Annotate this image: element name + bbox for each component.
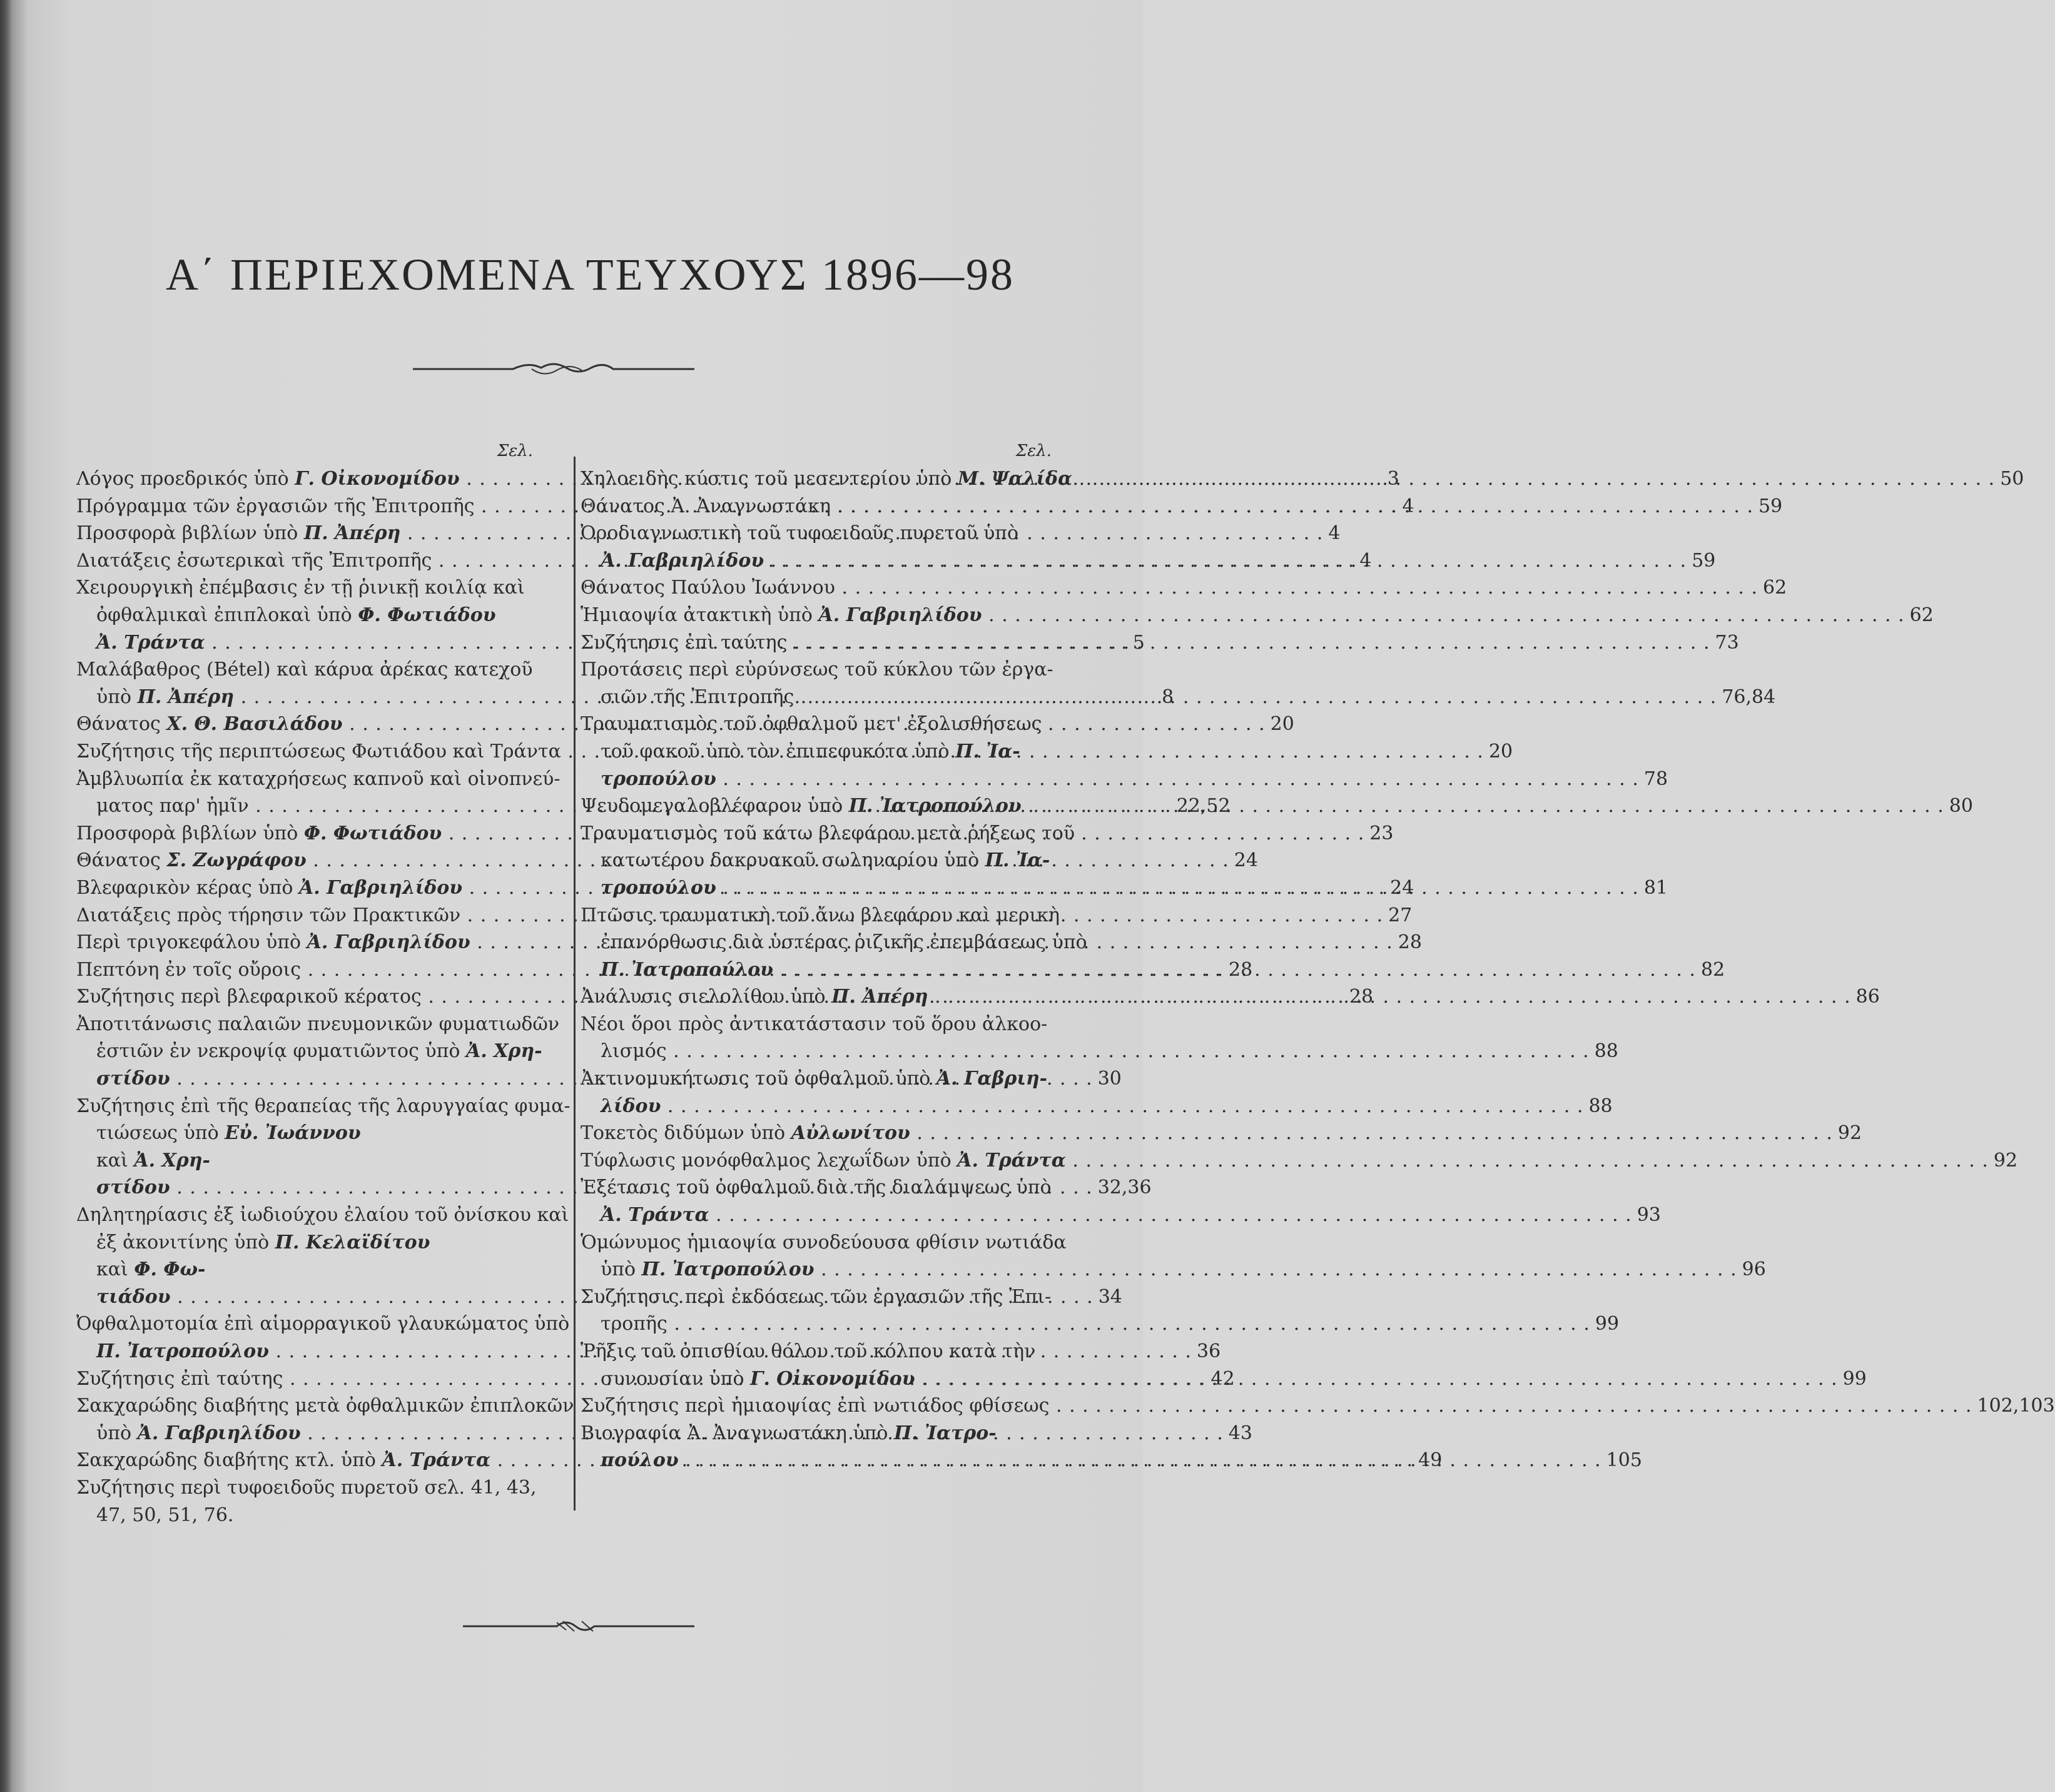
toc-entry-text: Ὀροδιαγνωστικὴ τοῦ τυφοειδοῦς πυρετοῦ ὑπὸ: [581, 522, 1019, 545]
toc-entry-page: 20: [1488, 740, 1513, 762]
toc-entry-text: τοῦ φακοῦ ὑπὸ τὸν ἐπιπεφυκότα ὑπὸ: [601, 740, 956, 762]
toc-entry: [581, 1147, 2018, 1175]
toc-entry-page: 36: [1197, 1340, 1221, 1362]
toc-entry-page: 82: [1701, 958, 1725, 981]
toc-entry-author: Ἀ. Γαβριηλίδου: [601, 549, 764, 572]
toc-entry-text: ὑπὸ: [601, 1258, 642, 1281]
toc-entry-line: [581, 1447, 1601, 1474]
toc-entry: [581, 574, 1787, 602]
toc-entry-line: [581, 629, 1710, 657]
toc-entry-text: Πεπτόνη ἐν τοῖς οὔροις: [76, 958, 302, 981]
toc-entry-line: [581, 874, 1639, 902]
toc-entry-text: Τραυματισμὸς τοῦ ὀφθαλμοῦ μετ' ἐξολισθήσεως: [581, 713, 1042, 736]
toc-entry-line: [581, 766, 1639, 793]
toc-entry-page: 5: [1132, 631, 1145, 654]
toc-entry-author: Π. Ἰατροπούλου: [641, 1258, 814, 1281]
toc-entry-line: [581, 1365, 1838, 1393]
toc-entry-page: 49: [1418, 1449, 1443, 1472]
toc-entry-line: [581, 711, 1639, 738]
toc-entry-line: [581, 902, 1696, 929]
toc-entry-line: [581, 847, 1639, 874]
toc-entry-line: [581, 983, 1851, 1011]
toc-entry-text: Λόγος προεδρικός ὑπὸ: [76, 468, 295, 490]
toc-entry-page: 62: [1763, 577, 1787, 599]
toc-entry-text: λισμός: [601, 1040, 667, 1063]
toc-entry-text: Ἐξέτασις τοῦ ὀφθαλμοῦ διὰ τῆς διαλάμψεως ὑπὸ: [581, 1177, 1052, 1199]
toc-entry-text: Νέοι ὅροι πρὸς ἀντικατάστασιν τοῦ ὅρου ἀλκοο-: [581, 1013, 1048, 1035]
toc-entry-line: [581, 1038, 1590, 1065]
toc-entry-author: Γ. Οἰκονομίδου: [295, 468, 460, 490]
toc-entry-author: Ἀ. Τράντα: [601, 1204, 709, 1227]
toc-entry-page: 99: [1595, 1313, 1620, 1335]
toc-entry-author: πούλου: [601, 1449, 679, 1472]
toc-entry-text: Ἀκτινομυκήτωσις τοῦ ὀφθαλμοῦ ὑπὸ: [581, 1068, 936, 1090]
toc-entry-author: Π. Ἀπέρη: [831, 986, 928, 1008]
toc-entry-page: 59: [1758, 495, 1783, 517]
toc-entry-author: Ἀ. Τράντα: [382, 1449, 491, 1472]
toc-entry-text: Ὀφθαλμοτομία ἐπὶ αἱμορραγικοῦ γλαυκώματος ὑπὸ: [76, 1313, 570, 1335]
toc-entry-author: Π. Ἰα-: [955, 740, 1020, 762]
toc-entry-page: 34: [1098, 1285, 1122, 1308]
toc-entry-page: 4: [1359, 549, 1372, 572]
toc-entry-page: 27: [1388, 904, 1413, 926]
toc-entry-page: 80: [1949, 795, 1973, 818]
toc-entry-line: [581, 1202, 1632, 1229]
toc-entry-line: [581, 1338, 1838, 1365]
toc-entry-text: Ἡμιαοψία ἀτακτικὴ ὑπὸ: [581, 604, 819, 626]
toc-entry-line: [76, 1474, 537, 1502]
toc-entry-page: 23: [1369, 822, 1394, 844]
toc-entry-line: [581, 1147, 1989, 1175]
toc-entry-page: 99: [1842, 1367, 1867, 1390]
toc-entry-page: 96: [1742, 1258, 1766, 1281]
toc-entry-line: [581, 1392, 1972, 1420]
toc-entry-author: Μ. Ψαλίδα: [957, 468, 1073, 490]
toc-entry-text: Τραυματισμὸς τοῦ κάτω βλεφάρου μετὰ ῥήξεως τοῦ: [581, 822, 1075, 844]
toc-entry-author: Π. Ἰατροπούλου: [848, 795, 1022, 818]
toc-entry-text: ματος παρ' ἡμῖν: [96, 795, 249, 818]
toc-entry-author: Εὐ. Ἰωάννου: [225, 1122, 361, 1145]
toc-entry-page: 8: [1162, 686, 1174, 708]
toc-entry: [581, 520, 1716, 574]
toc-entry-text: Τοκετὸς διδύμων ὑπὸ: [581, 1122, 791, 1145]
toc-entry-page: 62: [1909, 604, 1934, 626]
toc-entry-page: 88: [1594, 1040, 1618, 1063]
toc-entry-page: 92: [1837, 1122, 1862, 1145]
toc-entry-text: σιῶν τῆς Ἐπιτροπῆς: [601, 686, 794, 708]
toc-entry-author: τροπούλου: [601, 767, 716, 790]
toc-entry-page: 78: [1643, 767, 1668, 790]
toc-entry-text: Ἀποτιτάνωσις παλαιῶν πνευμονικῶν φυματιωδῶν: [76, 1013, 560, 1035]
toc-entry-page: 102,103: [1977, 1395, 2055, 1417]
toc-entry-line: [581, 1310, 1590, 1338]
toc-entry: [581, 656, 1776, 711]
toc-entry-text: συνουσίαν ὑπὸ: [601, 1367, 751, 1390]
toc-entry-text: Μαλάβαθρος (Bétel) καὶ κάρυα ἀρέκας κατεχοῦ: [76, 659, 533, 681]
toc-entry-text: Προσφορὰ βιβλίων ὑπὸ: [76, 522, 304, 545]
toc-entry-page: 42: [1210, 1367, 1235, 1390]
toc-entry-text: Πρόγραμμα τῶν ἐργασιῶν τῆς Ἐπιτροπῆς: [76, 495, 475, 517]
toc-entry-text: Ἀμβλυωπία ἐκ καταχρήσεως καπνοῦ καὶ οἰνοπνεύ-: [76, 767, 561, 790]
toc-entry-page: 88: [1588, 1095, 1613, 1117]
toc-entry-text: Θάνατος Ἀ. Ἀναγνωστάκη: [581, 495, 831, 517]
toc-entry: [76, 1474, 547, 1529]
toc-entry-author: Π. Κελαϊδίτου: [275, 1231, 430, 1253]
page-header-label: Σελ.: [497, 442, 533, 460]
toc-entry: [581, 629, 1739, 657]
toc-entry-text: Βιογραφία Ἀ. Ἀναγνωστάκη ὑπὸ: [581, 1422, 894, 1444]
toc-entry-author: Σ. Ζωγράφου: [166, 849, 307, 872]
toc-entry-line: [581, 547, 1687, 575]
toc-entry-line: [581, 1120, 1833, 1147]
toc-entry-author: Γ. Οἰκονομίδου: [750, 1367, 915, 1390]
toc-entry-author: Ἀ. Γαβριηλίδου: [307, 931, 470, 954]
toc-entry-line: [581, 1065, 1583, 1093]
toc-entry-text: Δηλητηρίασις ἐξ ἰωδιούχου ἐλαίου τοῦ ὀνίσκου καὶ: [76, 1204, 569, 1227]
toc-entry-text: Συζήτησις περὶ ἡμιαοψίας ἐπὶ νωτιάδος φθίσεως: [581, 1395, 1050, 1417]
toc-entry-text: Ῥῆξις τοῦ ὀπισθίου θόλου τοῦ κόλπου κατὰ τὴν: [581, 1340, 1036, 1362]
toc-entry-line: [581, 820, 1639, 848]
toc-entry-text: τροπῆς: [601, 1313, 667, 1335]
toc-entry-line: [581, 602, 1905, 629]
toc-entry-author: Ἀ. Γαβριηλίδου: [298, 876, 463, 899]
column-divider: [574, 457, 576, 1511]
toc-entry-line: [76, 1502, 537, 1529]
toc-entry-text: 47, 50, 51, 76.: [96, 1504, 234, 1526]
toc-entry-author: Ἀ. Γαβριηλίδου: [137, 1422, 301, 1444]
toc-entry-text: ὑπὸ: [96, 1422, 138, 1444]
toc-entry-text: καὶ: [96, 1258, 134, 1281]
toc-entry-line: [581, 1283, 1590, 1311]
toc-entry-text: Συζήτησις τῆς περιπτώσεως Φωτιάδου καὶ Τράντα: [76, 740, 561, 762]
toc-entry-text: Θάνατος: [76, 713, 167, 736]
toc-entry-text: Ὁμώνυμος ἡμιαοψία συνοδεύουσα φθίσιν νωτιάδα: [581, 1231, 1067, 1253]
toc-entry-author: Π. Ἀπέρη: [303, 522, 401, 545]
toc-entry-author: Π. Ἰατροπούλου: [601, 958, 773, 981]
toc-entry-page: 3: [1387, 468, 1399, 490]
toc-entry-page: 28: [1349, 986, 1374, 1008]
toc-entry-text: Συζήτησις περὶ τυφοειδοῦς πυρετοῦ σελ. 41, 43,: [76, 1476, 537, 1499]
toc-entry-author: Χ. Θ. Βασιλάδου: [166, 713, 343, 736]
toc-entry-text: Ψευδομεγαλοβλέφαρον ὑπὸ: [581, 795, 849, 818]
toc-entry-line: [581, 1093, 1583, 1120]
toc-entry-text: Προσφορὰ βιβλίων ὑπὸ: [76, 822, 304, 844]
toc-entry-author: Φ. Φω-: [134, 1258, 206, 1281]
toc-entry-page: 30: [1097, 1068, 1122, 1090]
toc-entry-text: Τύφλωσις μονόφθαλμος λεχωΐδων ὑπὸ: [581, 1149, 958, 1172]
toc-entry: [581, 602, 1934, 629]
toc-entry-line: [581, 656, 1717, 684]
toc-entry: [581, 1120, 1862, 1147]
toc-entry-text: Συζήτησις ἐπὶ τῆς θεραπείας τῆς λαρυγγαίας φυμα-: [76, 1095, 571, 1117]
toc-entry-author: Ἀ. Γαβριηλίδου: [818, 604, 982, 626]
toc-entry-line: [581, 684, 1717, 711]
toc-entry-page: 93: [1636, 1204, 1661, 1227]
toc-entry-text: ἐξ ἀκονιτίνης ὑπὸ: [96, 1231, 275, 1253]
toc-entry-text: καὶ: [96, 1149, 134, 1172]
toc-entry-text: ὀφθαλμικαὶ ἐπιπλοκαὶ ὑπὸ: [96, 604, 358, 626]
toc-entry-line: [581, 465, 1995, 493]
page-title: Α΄ ΠΕΡΙΕΧΟΜΕΝΑ ΤΕΥΧΟΥΣ 1896—98: [166, 250, 1015, 300]
toc-entry: [581, 1392, 2055, 1420]
toc-entry-author: λίδου: [601, 1095, 661, 1117]
toc-entry-page: 50: [2000, 468, 2024, 490]
toc-entry-page: 22,52: [1176, 795, 1230, 818]
toc-entry-author: Π. Ἀπέρη: [137, 686, 235, 708]
ornament-bottom: [463, 1614, 694, 1639]
toc-entry-text: Πτῶσις τραυματικὴ τοῦ ἄνω βλεφάρου καὶ μερικὴ: [581, 904, 1060, 926]
ornament-top: [413, 357, 694, 382]
toc-entry-page: 92: [1993, 1149, 2018, 1172]
toc-entry: [581, 465, 2024, 493]
toc-entry-page: 105: [1606, 1449, 1642, 1472]
toc-entry-text: Ἀνάλυσις σιελολίθου ὑπὸ: [581, 986, 832, 1008]
toc-entry-page: 76,84: [1722, 686, 1776, 708]
toc-entry-line: [581, 1256, 1737, 1283]
toc-entry-text: τιώσεως ὑπὸ: [96, 1122, 225, 1145]
toc-entry-text: Θάνατος Παύλου Ἰωάννου: [581, 577, 835, 599]
toc-entry-author: Φ. Φωτιάδου: [303, 822, 442, 844]
toc-entry-line: [581, 956, 1696, 984]
toc-entry-author: τιάδου: [96, 1285, 171, 1308]
toc-entry-author: Ἀ. Γαβριη-: [936, 1068, 1048, 1090]
toc-entry-page: 4: [1402, 495, 1414, 517]
toc-entry-text: Σακχαρώδης διαβήτης κτλ. ὑπὸ: [76, 1449, 382, 1472]
toc-entry-page: 81: [1643, 876, 1668, 899]
toc-entry-line: [581, 1229, 1737, 1257]
toc-entry-text: Προτάσεις περὶ εὐρύνσεως τοῦ κύκλου τῶν ἐργα-: [581, 659, 1053, 681]
toc-entry-page: 43: [1228, 1422, 1252, 1444]
toc-entry-text: ἐπανόρθωσις διὰ ὑστέρας ῥιζικῆς ἐπεμβάσεως ὑπὸ: [601, 931, 1087, 954]
toc-entry-text: Χηλοειδὴς κύστις τοῦ μεσεντερίου ὑπὸ: [581, 468, 958, 490]
toc-entry-line: [581, 1420, 1601, 1447]
toc-entry-page: 73: [1715, 631, 1739, 654]
toc-entry-author: Ἀ. Χρη-: [465, 1040, 542, 1063]
toc-entry-text: Συζήτησις περὶ ἐκδόσεως τῶν ἐργασιῶν τῆς Ἐπι-: [581, 1285, 1052, 1308]
toc-entry-line: [581, 738, 1639, 766]
toc-entry-author: στίδου: [96, 1177, 170, 1199]
toc-entry-author: Π. Ἰατρο-: [893, 1422, 997, 1444]
toc-entry-text: Διατάξεις πρὸς τήρησιν τῶν Πρακτικῶν: [76, 904, 461, 926]
toc-entry: [581, 1229, 1766, 1283]
page-header-label: Σελ.: [1015, 442, 1052, 460]
toc-entry-page: 24: [1234, 849, 1258, 872]
toc-entry-text: Περὶ τριγοκεφάλου ὑπὸ: [76, 931, 307, 954]
toc-entry-page: 28: [1229, 958, 1253, 981]
toc-entry-line: [581, 1174, 1632, 1202]
toc-entry-text: Θάνατος: [76, 849, 167, 872]
toc-entry-author: Π. Ἰα-: [985, 849, 1050, 872]
toc-entry-author: Ἀ. Τράντα: [957, 1149, 1066, 1172]
toc-entry-line: [581, 1011, 1590, 1038]
toc-entry-text: Συζήτησις περὶ βλεφαρικοῦ κέρατος: [76, 986, 422, 1008]
toc-entry-author: Ἀ. Τράντα: [96, 631, 205, 654]
toc-entry-text: Συζήτησις ἐπὶ ταύτης: [76, 1367, 283, 1390]
toc-entry-line: [581, 520, 1687, 547]
toc-entry-text: Χειρουργικὴ ἐπέμβασις ἐν τῇ ῥινικῇ κοιλίᾳ καὶ: [76, 577, 525, 599]
toc-entry-page: 32,36: [1097, 1177, 1152, 1199]
toc-entry-line: [581, 493, 1753, 520]
toc-entry-text: Βλεφαρικὸν κέρας ὑπὸ: [76, 876, 299, 899]
toc-entry-author: Φ. Φωτιάδου: [358, 604, 496, 626]
toc-entry-page: 4: [1328, 522, 1341, 545]
toc-entry: [581, 1011, 1618, 1065]
toc-entry-page: 24: [1390, 876, 1414, 899]
toc-entry-author: στίδου: [96, 1068, 170, 1090]
toc-entry-author: Ἀ. Χρη-: [134, 1149, 210, 1172]
toc-entry-text: ὑπὸ: [96, 686, 138, 708]
toc-entry-text: ἑστιῶν ἐν νεκροψίᾳ φυματιῶντος ὑπὸ: [96, 1040, 466, 1063]
toc-entry-page: 59: [1692, 549, 1716, 572]
toc-entry-text: Συζήτησις ἐπὶ ταύτης: [581, 631, 788, 654]
toc-entry-page: 28: [1398, 931, 1422, 954]
toc-entry-text: κατωτέρου δακρυακοῦ σωληναρίου ὑπὸ: [601, 849, 985, 872]
toc-entry-line: [581, 574, 1758, 602]
toc-entry-author: Π. Ἰατροπούλου: [96, 1340, 269, 1362]
toc-entry-author: τροπούλου: [601, 876, 716, 899]
toc-entry-author: Αὐλωνίτου: [791, 1122, 910, 1145]
toc-entry: [581, 493, 1783, 520]
toc-entry-text: Διατάξεις ἐσωτερικαὶ τῆς Ἐπιτροπῆς: [76, 549, 432, 572]
toc-entry-line: [581, 792, 1944, 820]
toc-entry-text: Σακχαρώδης διαβήτης μετὰ ὀφθαλμικῶν ἐπιπλοκῶν: [76, 1395, 574, 1417]
toc-entry-page: 86: [1855, 986, 1880, 1008]
toc-entry-page: 20: [1270, 713, 1294, 736]
toc-entry-line: [581, 929, 1696, 956]
